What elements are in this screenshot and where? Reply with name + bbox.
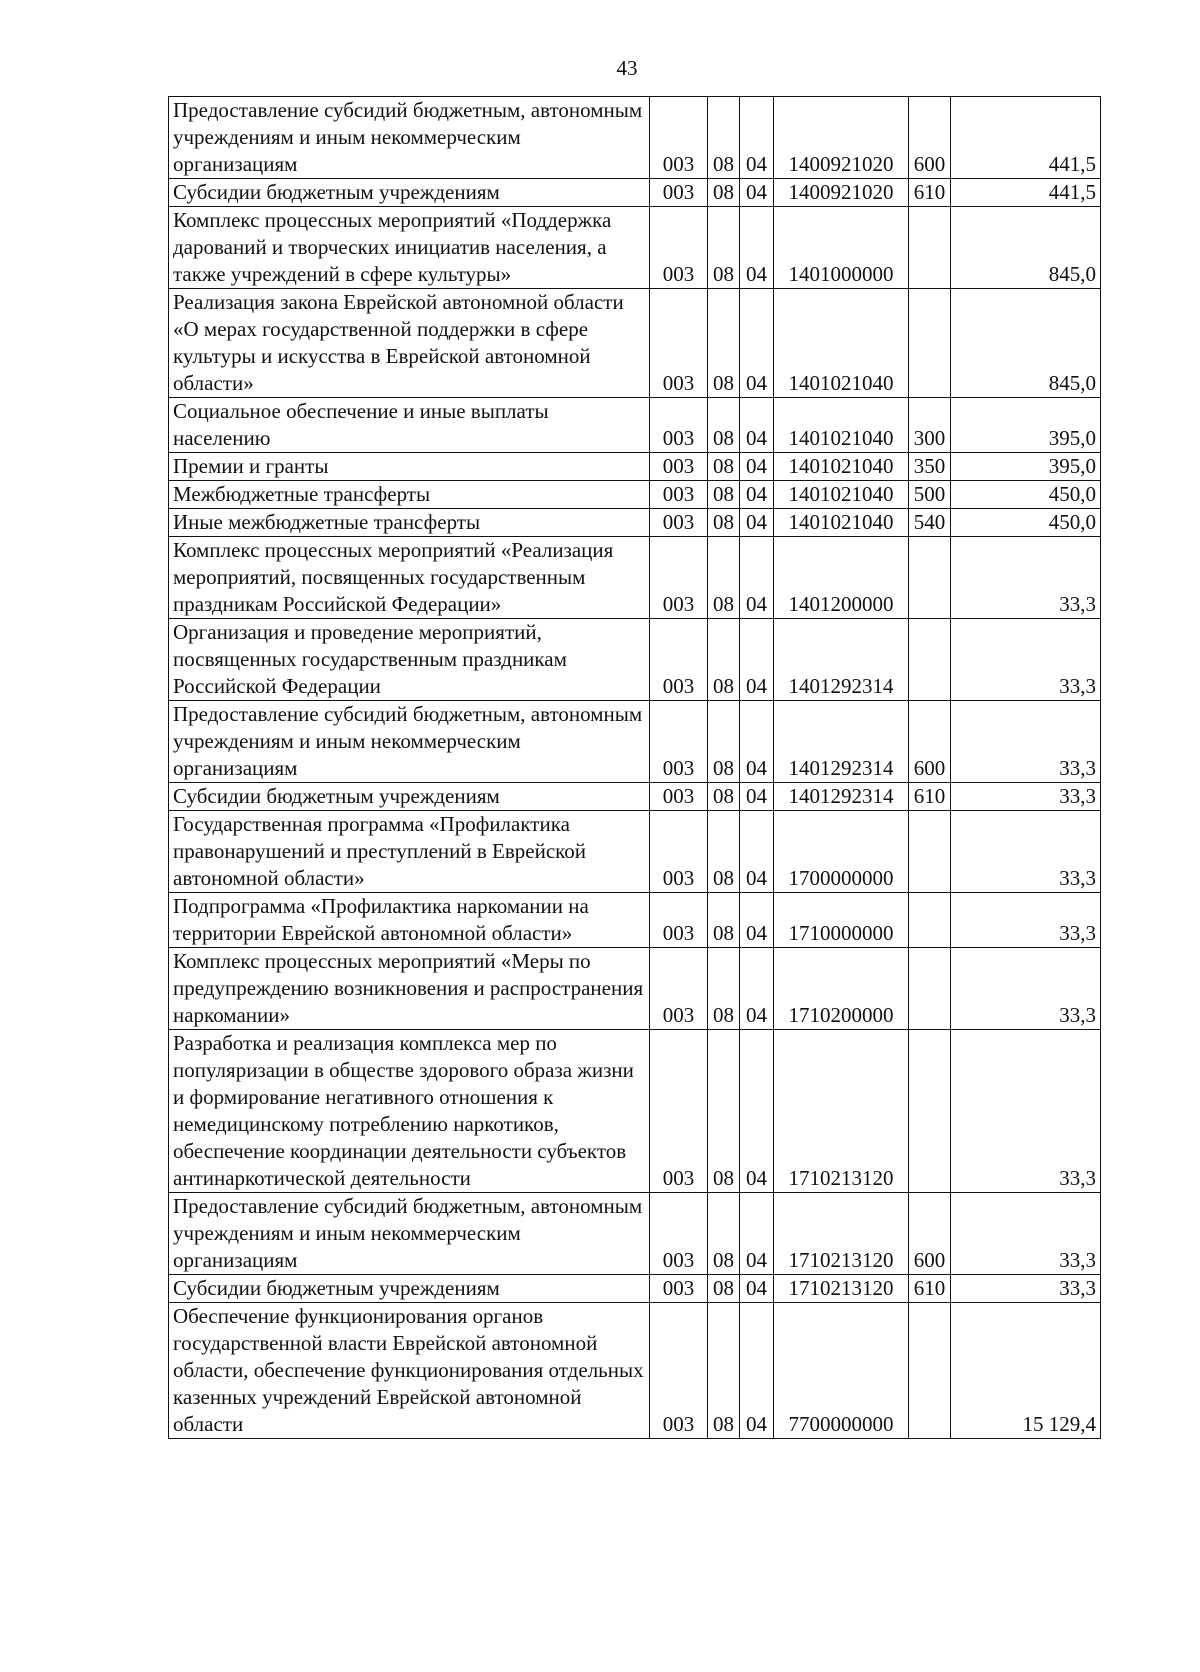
ministry-code: 003 bbox=[650, 289, 708, 398]
row-name: Организация и проведение мероприятий, посвященных государственным праздникам Российской Федерации bbox=[169, 619, 650, 701]
table-row bbox=[169, 948, 1101, 1030]
section-code: 08 bbox=[708, 453, 740, 481]
subsection-code: 04 bbox=[740, 948, 774, 1030]
ministry-code: 003 bbox=[650, 1193, 708, 1275]
amount: 450,0 bbox=[951, 509, 1101, 537]
target-article-code: 1400921020 bbox=[774, 97, 909, 179]
subsection-code: 04 bbox=[740, 619, 774, 701]
ministry-code: 003 bbox=[650, 948, 708, 1030]
expense-type-code bbox=[909, 207, 951, 289]
expense-type-code bbox=[909, 893, 951, 948]
subsection-code: 04 bbox=[740, 97, 774, 179]
amount: 33,3 bbox=[951, 893, 1101, 948]
amount: 33,3 bbox=[951, 1275, 1101, 1303]
amount: 33,3 bbox=[951, 811, 1101, 893]
table-row bbox=[169, 179, 1101, 207]
expense-type-code: 500 bbox=[909, 481, 951, 509]
row-name: Премии и гранты bbox=[169, 453, 650, 481]
subsection-code: 04 bbox=[740, 207, 774, 289]
row-name: Комплекс процессных мероприятий «Реализация мероприятий, посвященных государственным праздникам Российской Федерации» bbox=[169, 537, 650, 619]
row-name: Социальное обеспечение и иные выплаты населению bbox=[169, 398, 650, 453]
expense-type-code: 610 bbox=[909, 179, 951, 207]
row-name: Субсидии бюджетным учреждениям bbox=[169, 783, 650, 811]
table-row bbox=[169, 453, 1101, 481]
row-name: Межбюджетные трансферты bbox=[169, 481, 650, 509]
row-name: Предоставление субсидий бюджетным, автономным учреждениям и иным некоммерческим организациям bbox=[169, 701, 650, 783]
expense-type-code: 540 bbox=[909, 509, 951, 537]
expense-type-code bbox=[909, 1303, 951, 1439]
section-code: 08 bbox=[708, 811, 740, 893]
table-row bbox=[169, 1275, 1101, 1303]
ministry-code: 003 bbox=[650, 783, 708, 811]
expense-type-code bbox=[909, 1030, 951, 1193]
section-code: 08 bbox=[708, 481, 740, 509]
expense-type-code: 600 bbox=[909, 701, 951, 783]
amount: 33,3 bbox=[951, 1030, 1101, 1193]
table-row bbox=[169, 811, 1101, 893]
expense-type-code: 610 bbox=[909, 783, 951, 811]
ministry-code: 003 bbox=[650, 893, 708, 948]
target-article-code: 1710213120 bbox=[774, 1030, 909, 1193]
row-name: Разработка и реализация комплекса мер по популяризации в обществе здорового образа жизни и формирование негативного отношения к немедицинскому потреблению наркотиков, обеспечение координации деятельности субъектов антинаркотической деятельности bbox=[169, 1030, 650, 1193]
row-name: Предоставление субсидий бюджетным, автономным учреждениям и иным некоммерческим организациям bbox=[169, 97, 650, 179]
target-article-code: 1401021040 bbox=[774, 453, 909, 481]
target-article-code: 1710200000 bbox=[774, 948, 909, 1030]
subsection-code: 04 bbox=[740, 481, 774, 509]
table-row bbox=[169, 537, 1101, 619]
ministry-code: 003 bbox=[650, 1030, 708, 1193]
ministry-code: 003 bbox=[650, 481, 708, 509]
expense-type-code bbox=[909, 811, 951, 893]
subsection-code: 04 bbox=[740, 783, 774, 811]
row-name: Иные межбюджетные трансферты bbox=[169, 509, 650, 537]
ministry-code: 003 bbox=[650, 207, 708, 289]
section-code: 08 bbox=[708, 1030, 740, 1193]
ministry-code: 003 bbox=[650, 1303, 708, 1439]
amount: 33,3 bbox=[951, 701, 1101, 783]
amount: 33,3 bbox=[951, 1193, 1101, 1275]
amount: 33,3 bbox=[951, 783, 1101, 811]
ministry-code: 003 bbox=[650, 1275, 708, 1303]
target-article-code: 1401021040 bbox=[774, 509, 909, 537]
table-row bbox=[169, 783, 1101, 811]
section-code: 08 bbox=[708, 509, 740, 537]
section-code: 08 bbox=[708, 701, 740, 783]
expense-type-code bbox=[909, 619, 951, 701]
target-article-code: 1401292314 bbox=[774, 619, 909, 701]
subsection-code: 04 bbox=[740, 509, 774, 537]
row-name: Реализация закона Еврейской автономной области «О мерах государственной поддержки в сфере культуры и искусства в Еврейской автономной области» bbox=[169, 289, 650, 398]
page-number: 43 bbox=[616, 56, 638, 80]
expense-type-code: 300 bbox=[909, 398, 951, 453]
amount: 441,5 bbox=[951, 97, 1101, 179]
table-row bbox=[169, 619, 1101, 701]
subsection-code: 04 bbox=[740, 179, 774, 207]
row-name: Обеспечение функционирования органов государственной власти Еврейской автономной области, обеспечение функционирования отдельных казенных учреждений Еврейской автономной области bbox=[169, 1303, 650, 1439]
target-article-code: 1400921020 bbox=[774, 179, 909, 207]
amount: 33,3 bbox=[951, 537, 1101, 619]
ministry-code: 003 bbox=[650, 811, 708, 893]
table-row bbox=[169, 701, 1101, 783]
table-row bbox=[169, 481, 1101, 509]
table-row bbox=[169, 97, 1101, 179]
target-article-code: 1700000000 bbox=[774, 811, 909, 893]
subsection-code: 04 bbox=[740, 893, 774, 948]
expense-type-code: 600 bbox=[909, 97, 951, 179]
section-code: 08 bbox=[708, 289, 740, 398]
section-code: 08 bbox=[708, 1275, 740, 1303]
subsection-code: 04 bbox=[740, 1275, 774, 1303]
subsection-code: 04 bbox=[740, 453, 774, 481]
subsection-code: 04 bbox=[740, 537, 774, 619]
target-article-code: 1401021040 bbox=[774, 289, 909, 398]
table-body bbox=[169, 97, 1101, 1439]
table-row bbox=[169, 207, 1101, 289]
amount: 395,0 bbox=[951, 453, 1101, 481]
table-row bbox=[169, 1193, 1101, 1275]
target-article-code: 1401000000 bbox=[774, 207, 909, 289]
amount: 845,0 bbox=[951, 289, 1101, 398]
section-code: 08 bbox=[708, 179, 740, 207]
table-row bbox=[169, 398, 1101, 453]
section-code: 08 bbox=[708, 207, 740, 289]
section-code: 08 bbox=[708, 398, 740, 453]
target-article-code: 1710000000 bbox=[774, 893, 909, 948]
row-name: Подпрограмма «Профилактика наркомании на территории Еврейской автономной области» bbox=[169, 893, 650, 948]
row-name: Комплекс процессных мероприятий «Меры по предупреждению возникновения и распространения наркомании» bbox=[169, 948, 650, 1030]
amount: 33,3 bbox=[951, 619, 1101, 701]
amount: 441,5 bbox=[951, 179, 1101, 207]
ministry-code: 003 bbox=[650, 701, 708, 783]
ministry-code: 003 bbox=[650, 179, 708, 207]
expense-type-code: 350 bbox=[909, 453, 951, 481]
expense-type-code bbox=[909, 537, 951, 619]
target-article-code: 1401021040 bbox=[774, 398, 909, 453]
section-code: 08 bbox=[708, 619, 740, 701]
section-code: 08 bbox=[708, 783, 740, 811]
table-row bbox=[169, 1303, 1101, 1439]
row-name: Субсидии бюджетным учреждениям bbox=[169, 1275, 650, 1303]
row-name: Комплекс процессных мероприятий «Поддержка дарований и творческих инициатив населения, а также учреждений в сфере культуры» bbox=[169, 207, 650, 289]
ministry-code: 003 bbox=[650, 398, 708, 453]
ministry-code: 003 bbox=[650, 537, 708, 619]
section-code: 08 bbox=[708, 1193, 740, 1275]
subsection-code: 04 bbox=[740, 1030, 774, 1193]
budget-table bbox=[168, 96, 1101, 1439]
table-row bbox=[169, 289, 1101, 398]
subsection-code: 04 bbox=[740, 701, 774, 783]
ministry-code: 003 bbox=[650, 509, 708, 537]
section-code: 08 bbox=[708, 537, 740, 619]
expense-type-code bbox=[909, 289, 951, 398]
section-code: 08 bbox=[708, 893, 740, 948]
expense-type-code bbox=[909, 948, 951, 1030]
section-code: 08 bbox=[708, 948, 740, 1030]
subsection-code: 04 bbox=[740, 811, 774, 893]
amount: 845,0 bbox=[951, 207, 1101, 289]
target-article-code: 1401200000 bbox=[774, 537, 909, 619]
amount: 15 129,4 bbox=[951, 1303, 1101, 1439]
target-article-code: 1710213120 bbox=[774, 1193, 909, 1275]
ministry-code: 003 bbox=[650, 619, 708, 701]
subsection-code: 04 bbox=[740, 1303, 774, 1439]
expense-type-code: 610 bbox=[909, 1275, 951, 1303]
target-article-code: 1401292314 bbox=[774, 783, 909, 811]
ministry-code: 003 bbox=[650, 97, 708, 179]
target-article-code: 1710213120 bbox=[774, 1275, 909, 1303]
table-row bbox=[169, 1030, 1101, 1193]
table-row bbox=[169, 509, 1101, 537]
amount: 395,0 bbox=[951, 398, 1101, 453]
subsection-code: 04 bbox=[740, 398, 774, 453]
subsection-code: 04 bbox=[740, 1193, 774, 1275]
target-article-code: 1401292314 bbox=[774, 701, 909, 783]
row-name: Предоставление субсидий бюджетным, автономным учреждениям и иным некоммерческим организациям bbox=[169, 1193, 650, 1275]
subsection-code: 04 bbox=[740, 289, 774, 398]
target-article-code: 7700000000 bbox=[774, 1303, 909, 1439]
table-row bbox=[169, 893, 1101, 948]
target-article-code: 1401021040 bbox=[774, 481, 909, 509]
expense-type-code: 600 bbox=[909, 1193, 951, 1275]
section-code: 08 bbox=[708, 1303, 740, 1439]
row-name: Субсидии бюджетным учреждениям bbox=[169, 179, 650, 207]
section-code: 08 bbox=[708, 97, 740, 179]
amount: 33,3 bbox=[951, 948, 1101, 1030]
amount: 450,0 bbox=[951, 481, 1101, 509]
row-name: Государственная программа «Профилактика правонарушений и преступлений в Еврейской автономной области» bbox=[169, 811, 650, 893]
ministry-code: 003 bbox=[650, 453, 708, 481]
